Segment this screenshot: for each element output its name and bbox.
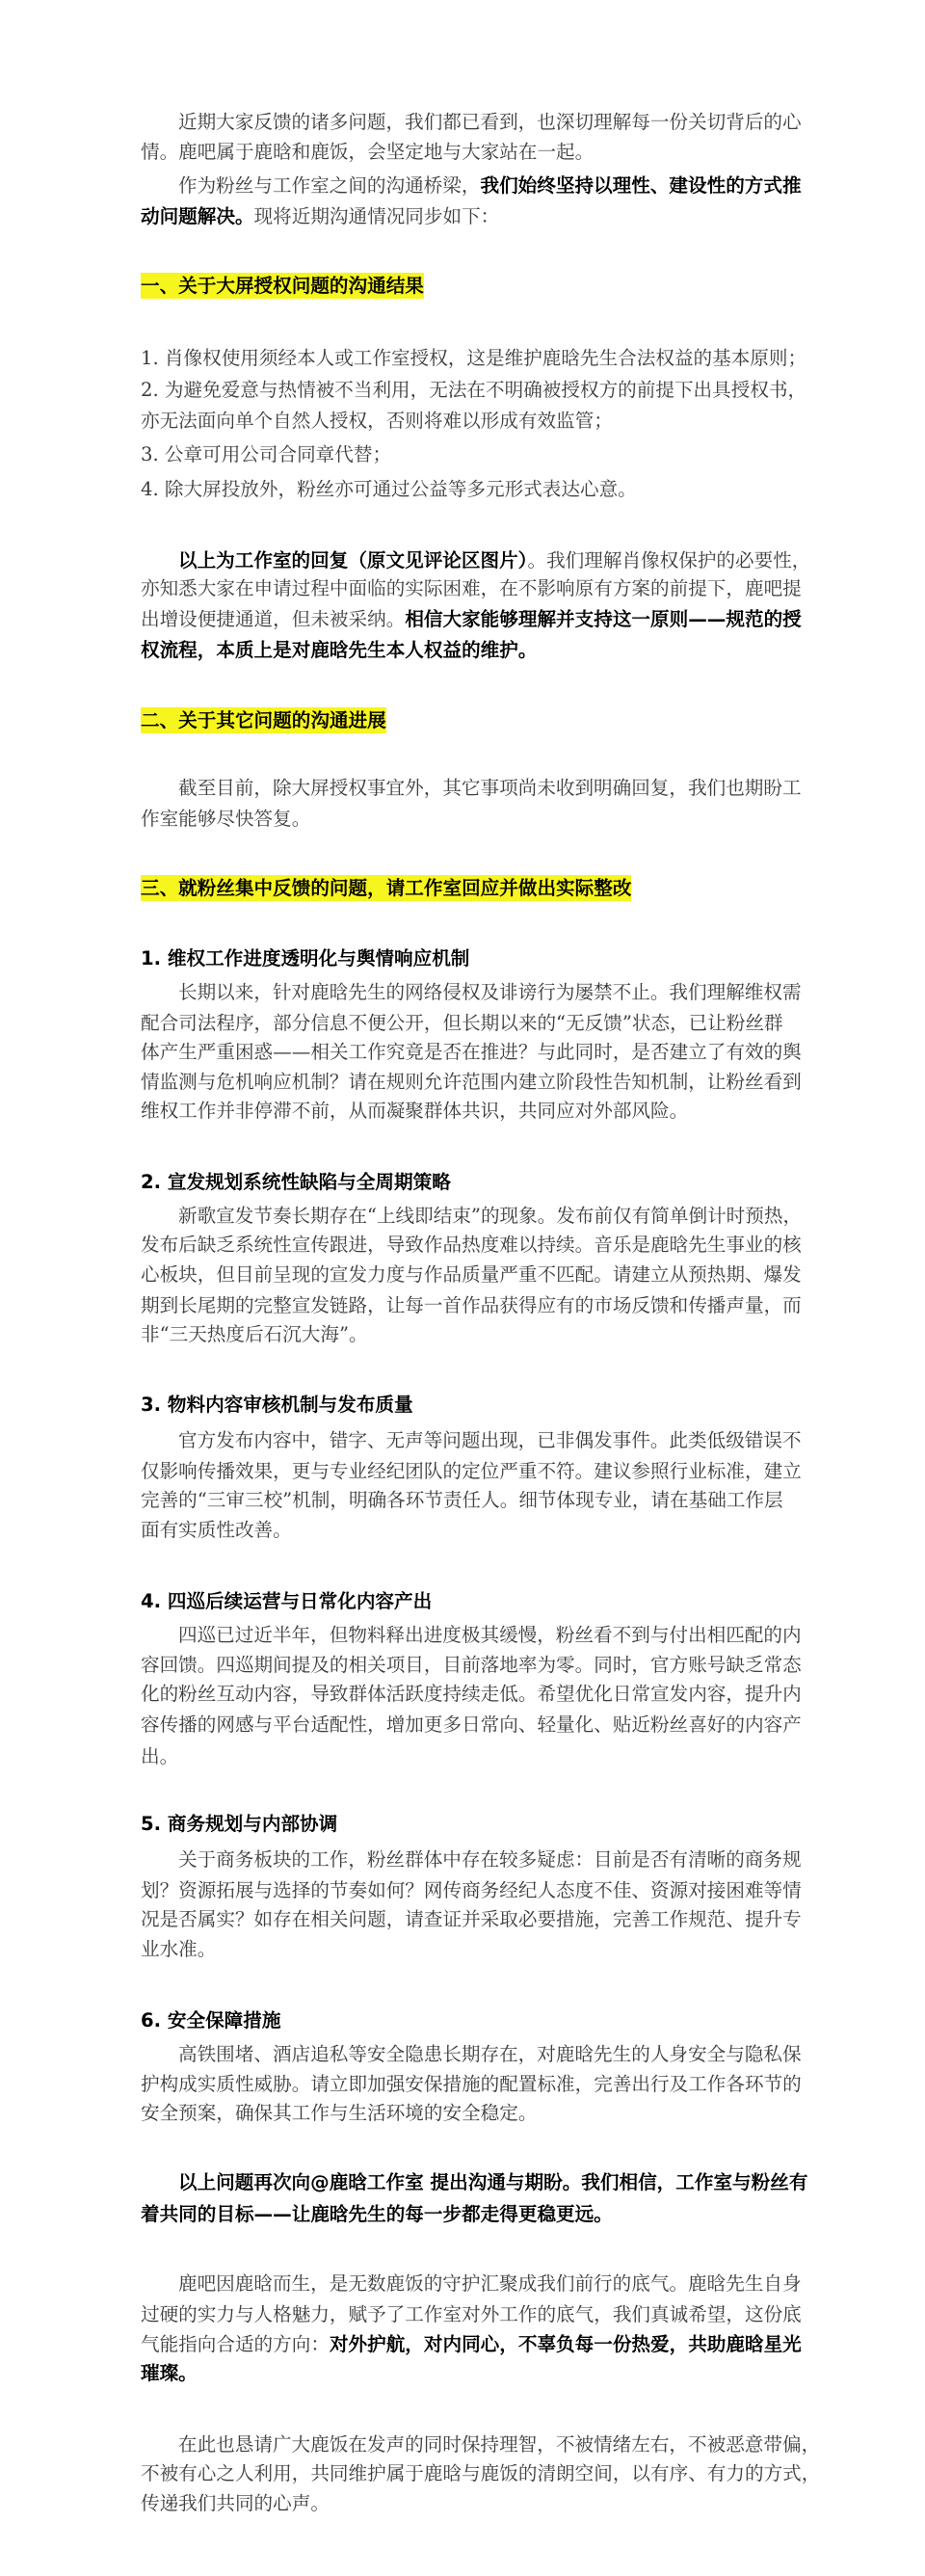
text-line <box>141 2458 820 2489</box>
text: 长期以来，针对鹿晗先生的网络侵权及诽谤行为屡禁不止。我们理解维权需 <box>178 981 802 1003</box>
text: 气能指向合适的方向： <box>141 2333 330 2355</box>
text-line <box>178 1620 802 1651</box>
text: 新歌宣发节奏长期存在“上线即结束”的现象。发布前仅有简单倒计时预热， <box>178 1205 803 1227</box>
text: 容传播的网感与平台适配性，增加更多日常向、轻量化、贴近粉丝喜好的内容产 <box>141 1713 802 1736</box>
text-line <box>178 107 802 138</box>
text: 作为粉丝与工作室之间的沟通桥梁， <box>178 174 481 197</box>
text: 高铁围堵、酒店追私等安全隐患长期存在，对鹿晗先生的人身安全与隐私保 <box>178 2043 802 2065</box>
bold-text: 权流程，本质上是对鹿晗先生本人权益的维护。 <box>141 639 538 661</box>
text-line <box>141 137 594 168</box>
bold-text: 我们始终坚持以理性、建设性的方式推 <box>480 174 802 197</box>
text-line <box>178 2167 807 2198</box>
list-item <box>141 474 637 505</box>
text-line <box>141 1934 216 1965</box>
list-item <box>141 375 806 406</box>
text-line <box>141 2199 613 2230</box>
text: 维权工作并非停滞不前，从而凝聚群体共识，共同应对外部风险。 <box>141 1100 689 1122</box>
text-line <box>141 1485 783 1516</box>
text: 情监测与危机响应机制？请在规则允许范围内建立阶段性告知机制，让粉丝看到 <box>141 1071 802 1093</box>
bold-text: 璀璨。 <box>141 2362 198 2384</box>
bold-text: 相信大家能够理解并支持这一原则——规范的授 <box>405 608 802 630</box>
text-line <box>141 1319 368 1350</box>
text-line <box>141 1390 413 1421</box>
text-line <box>141 1037 802 1068</box>
text-line <box>141 943 469 974</box>
text: 4. 除大屏投放外，粉丝亦可通过公益等多元形式表达心意。 <box>141 478 637 500</box>
text-line <box>141 2098 537 2129</box>
text-line <box>141 1904 802 1935</box>
text-line <box>178 977 802 1008</box>
text-line <box>141 635 537 666</box>
text-line <box>141 804 310 835</box>
text-line <box>141 1290 802 1321</box>
bold-text: 三、就粉丝集中反馈的问题，请工作室回应并做出实际整改 <box>141 877 632 899</box>
bold-text: 一、关于大屏授权问题的沟通结果 <box>141 275 424 297</box>
text-line <box>141 1096 688 1127</box>
bold-text: 以上为工作室的回复（原文见评论区图片） <box>178 549 528 571</box>
list-item <box>141 439 391 470</box>
list-item <box>141 406 613 437</box>
text-line <box>178 773 802 804</box>
text: 非“三天热度后石沉大海”。 <box>141 1323 368 1345</box>
text: 过硬的实力与人格魅力，赋予了工作室对外工作的底气，我们真诚希望，这份底 <box>141 2303 802 2325</box>
bold-text: 5. 商务规划与内部协调 <box>141 1813 338 1835</box>
text: 3. 公章可用公司合同章代替； <box>141 443 392 465</box>
text-line <box>141 1067 802 1098</box>
text-line <box>141 2329 802 2360</box>
text: 心板块，但目前呈现的宣发力度与作品质量严重不匹配。请建立从预热期、爆发 <box>141 1263 802 1286</box>
text-line <box>178 171 802 201</box>
text-line <box>141 1679 802 1710</box>
text: 出增设便捷通道，但未被采纳。 <box>141 608 406 630</box>
text: 情。鹿吧属于鹿晗和鹿饭，会坚定地与大家站在一起。 <box>141 141 595 163</box>
text-line <box>141 2069 802 2100</box>
text: 四巡已过近半年，但物料释出进度极其缓慢，粉丝看不到与付出相匹配的内 <box>178 1624 802 1646</box>
text-line <box>178 2039 802 2070</box>
text: 不被有心之人利用，共同维护属于鹿晗与鹿饭的清朗空间，以有序、有力的方式， <box>141 2462 821 2484</box>
text-line <box>178 545 810 576</box>
bold-text: 6. 安全保障措施 <box>141 2009 281 2032</box>
text-line <box>141 1230 802 1261</box>
bold-text: 着共同的目标——让鹿晗先生的每一步都走得更稳更远。 <box>141 2203 613 2225</box>
text-line <box>141 1875 802 1906</box>
text-line <box>178 2430 820 2460</box>
text-line <box>141 1167 451 1198</box>
text: 完善的“三审三校”机制，明确各环节责任人。细节体现专业，请在基础工作层 <box>141 1489 783 1511</box>
text: 官方发布内容中，错字、无声等问题出现，已非偶发事件。此类低级错误不 <box>178 1429 802 1451</box>
text-line <box>141 201 499 232</box>
text-line <box>141 1710 802 1740</box>
text: 在此也恳请广大鹿饭在发声的同时保持理智，不被情绪左右，不被恶意带偏， <box>178 2433 821 2456</box>
text-line <box>141 2005 280 2036</box>
text-line <box>141 271 424 302</box>
text: 现将近期沟通情况同步如下： <box>253 205 500 227</box>
text-line <box>178 1425 802 1456</box>
text: 安全预案，确保其工作与生活环境的安全稳定。 <box>141 2102 538 2124</box>
text: 护构成实质性威胁。请立即加强安保措施的配置标准，完善出行及工作各环节的 <box>141 2073 802 2095</box>
text-line <box>141 573 802 604</box>
bold-text: 对外护航，对内同心，不辜负每一份热爱，共助鹿晗星光 <box>329 2333 802 2355</box>
text-line <box>141 1809 337 1840</box>
text-line <box>141 604 802 635</box>
text-line <box>141 1008 783 1039</box>
bold-text: 1. 维权工作进度透明化与舆情响应机制 <box>141 947 470 969</box>
text-line <box>141 1260 802 1290</box>
text-line <box>141 705 386 736</box>
bold-text: 二、关于其它问题的沟通进展 <box>141 709 386 731</box>
text-line <box>141 2358 198 2389</box>
text: 鹿吧因鹿晗而生，是无数鹿饭的守护汇聚成我们前行的底气。鹿晗先生自身 <box>178 2272 802 2295</box>
list-item <box>141 343 806 374</box>
bold-text: 4. 四巡后续运营与日常化内容产出 <box>141 1590 433 1612</box>
text: 容回馈。四巡期间提及的相关项目，目前落地率为零。同时，官方账号缺乏常态 <box>141 1654 802 1676</box>
text: 近期大家反馈的诸多问题，我们都已看到，也深切理解每一份关切背后的心 <box>178 111 802 133</box>
text-line <box>178 2269 802 2299</box>
text: 作室能够尽快答复。 <box>141 808 311 830</box>
text: 期到长尾期的完整宣发链路，让每一首作品获得应有的市场反馈和传播声量，而 <box>141 1294 802 1316</box>
bold-text: 以上问题再次向@鹿晗工作室 提出沟通与期盼。我们相信，工作室与粉丝有 <box>178 2171 808 2193</box>
text: 亦无法面向单个自然人授权，否则将难以形成有效监管； <box>141 410 613 432</box>
text: 仅影响传播效果，更与专业经纪团队的定位严重不符。建议参照行业标准，建立 <box>141 1460 802 1482</box>
text: 截至目前，除大屏授权事宜外，其它事项尚未收到明确回复，我们也期盼工 <box>178 777 802 799</box>
text-line <box>141 1741 178 1772</box>
bold-text: 动问题解决。 <box>141 205 254 227</box>
text: 划？资源拓展与选择的节奏如何？网传商务经纪人态度不佳、资源对接困难等情 <box>141 1879 802 1901</box>
text: 亦知悉大家在申请过程中面临的实际困难，在不影响原有方案的前提下，鹿吧提 <box>141 577 802 599</box>
text: 况是否属实？如存在相关问题，请查证并采取必要措施，完善工作规范、提升专 <box>141 1908 802 1930</box>
text: 配合司法程序，部分信息不便公开，但长期以来的“无反馈”状态，已让粉丝群 <box>141 1012 783 1034</box>
text: 1. 肖像权使用须经本人或工作室授权，这是维护鹿晗先生合法权益的基本原则； <box>141 347 807 369</box>
text: 业水准。 <box>141 1938 217 1960</box>
text: 发布后缺乏系统性宣传跟进，导致作品热度难以持续。音乐是鹿晗先生事业的核 <box>141 1234 802 1256</box>
text: 出。 <box>141 1745 179 1767</box>
text: 2. 为避免爱意与热情被不当利用，无法在不明确被授权方的前提下出具授权书， <box>141 379 807 401</box>
text: 面有实质性改善。 <box>141 1519 292 1541</box>
text-line <box>141 873 631 904</box>
bold-text: 3. 物料内容审核机制与发布质量 <box>141 1394 413 1416</box>
text: 传递我们共同的心声。 <box>141 2492 330 2514</box>
text-line <box>141 1456 802 1487</box>
text-line <box>141 2299 802 2330</box>
text-line <box>141 1515 292 1546</box>
text: 。我们理解肖像权保护的必要性， <box>527 549 811 571</box>
text: 化的粉丝互动内容，导致群体活跃度持续走低。希望优化日常宣发内容，提升内 <box>141 1683 802 1705</box>
text-line <box>178 1845 802 1875</box>
text: 体产生严重困惑——相关工作究竟是否在推进？与此同时，是否建立了有效的舆 <box>141 1041 802 1063</box>
text-line <box>178 1201 802 1232</box>
text-line <box>141 2488 330 2519</box>
bold-text: 2. 宣发规划系统性缺陷与全周期策略 <box>141 1171 451 1193</box>
text-line <box>141 1650 802 1681</box>
text-line <box>141 1586 432 1617</box>
text: 关于商务板块的工作，粉丝群体中存在较多疑虑：目前是否有清晰的商务规 <box>178 1848 802 1871</box>
